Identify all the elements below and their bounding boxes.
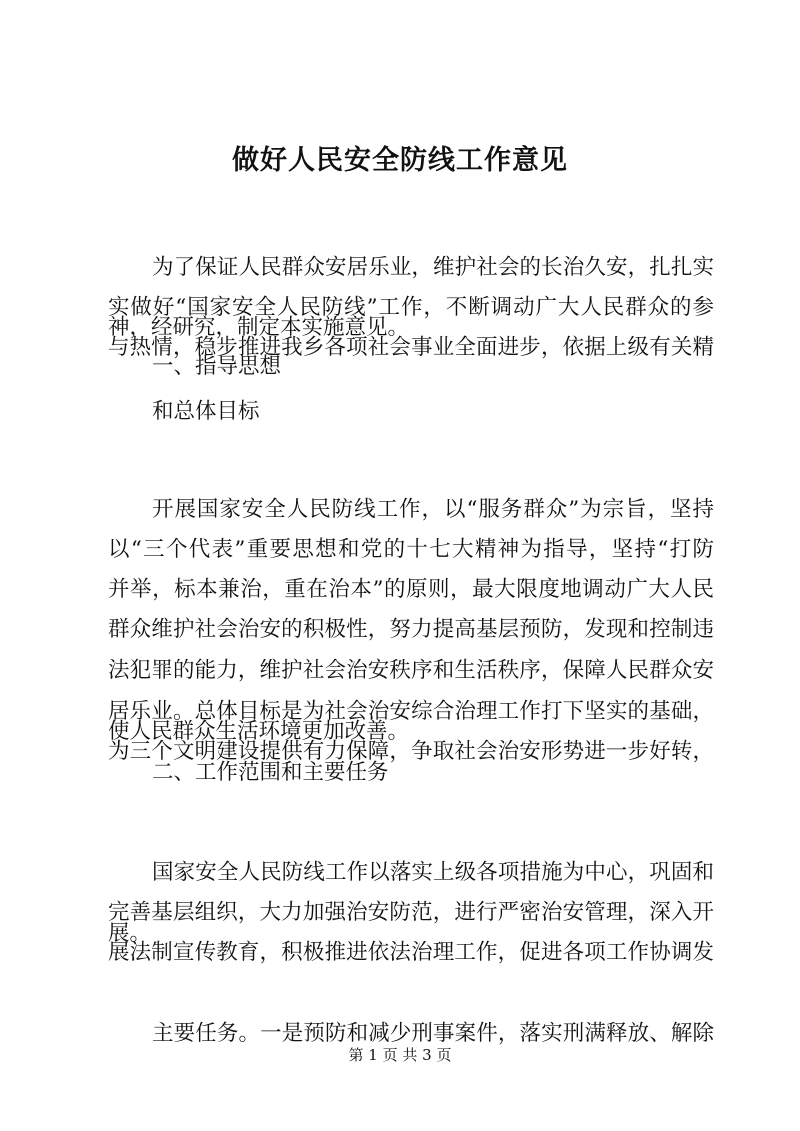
paragraph-1-line-3: 与热情，稳步推进我乡各项社会事业全面进步，依据上级有关精 [108,335,714,360]
paragraph-2-line-5: 法犯罪的能力，维护社会治安秩序和生活秩序，保障人民群众安 [108,658,714,683]
paragraph-2-line-1: 开展国家安全人民防线工作，以“服务群众”为宗旨，坚持 [152,497,714,522]
paragraph-2-line-6: 居乐业。总体目标是为社会治安综合治理工作打下坚实的基础， [108,699,714,724]
page-footer: 第 1 页 共 3 页 [348,1046,452,1064]
paragraph-2-line-7: 为三个文明建设提供有力保障，争取社会治安形势进一步好转， [108,739,714,764]
paragraph-4-line-1: 主要任务。一是预防和减少刑事案件，落实刑满释放、解除 [152,1021,714,1046]
document-title: 做好人民安全防线工作意见 [232,145,568,176]
paragraph-3-line-3: 展法制宣传教育，积极推进依法治理工作，促进各项工作协调发 [108,940,714,965]
paragraph-3-line-2: 完善基层组织，大力加强治安防范，进行严密治安管理，深入开 [108,900,714,925]
paragraph-1-line-1: 为了保证人民群众安居乐业，维护社会的长治久安，扎扎实 [152,255,714,280]
paragraph-1-line-2: 实做好“国家安全人民防线”工作，不断调动广大人民群众的参 [108,295,714,320]
section-heading-2: 二、工作范围和主要任务 [152,760,389,785]
paragraph-2-line-2: 以“三个代表”重要思想和党的十七大精神为指导，坚持“打防 [108,537,714,562]
paragraph-1-line-4: 神，经研究，制定本实施意见。 [108,315,410,340]
paragraph-2-line-8: 使人民群众生活环境更加改善。 [108,719,410,744]
paragraph-3-line-1: 国家安全人民防线工作以落实上级各项措施为中心，巩固和 [152,860,714,885]
paragraph-2-line-3: 并举，标本兼治，重在治本”的原则，最大限度地调动广大人民 [108,577,714,602]
paragraph-2-line-4: 群众维护社会治安的积极性，努力提高基层预防，发现和控制违 [108,617,714,642]
section-heading-1: 一、指导思想 [152,354,282,379]
paragraph-3-line-4: 展。 [108,921,152,946]
section-heading-1-continued: 和总体目标 [152,399,260,424]
